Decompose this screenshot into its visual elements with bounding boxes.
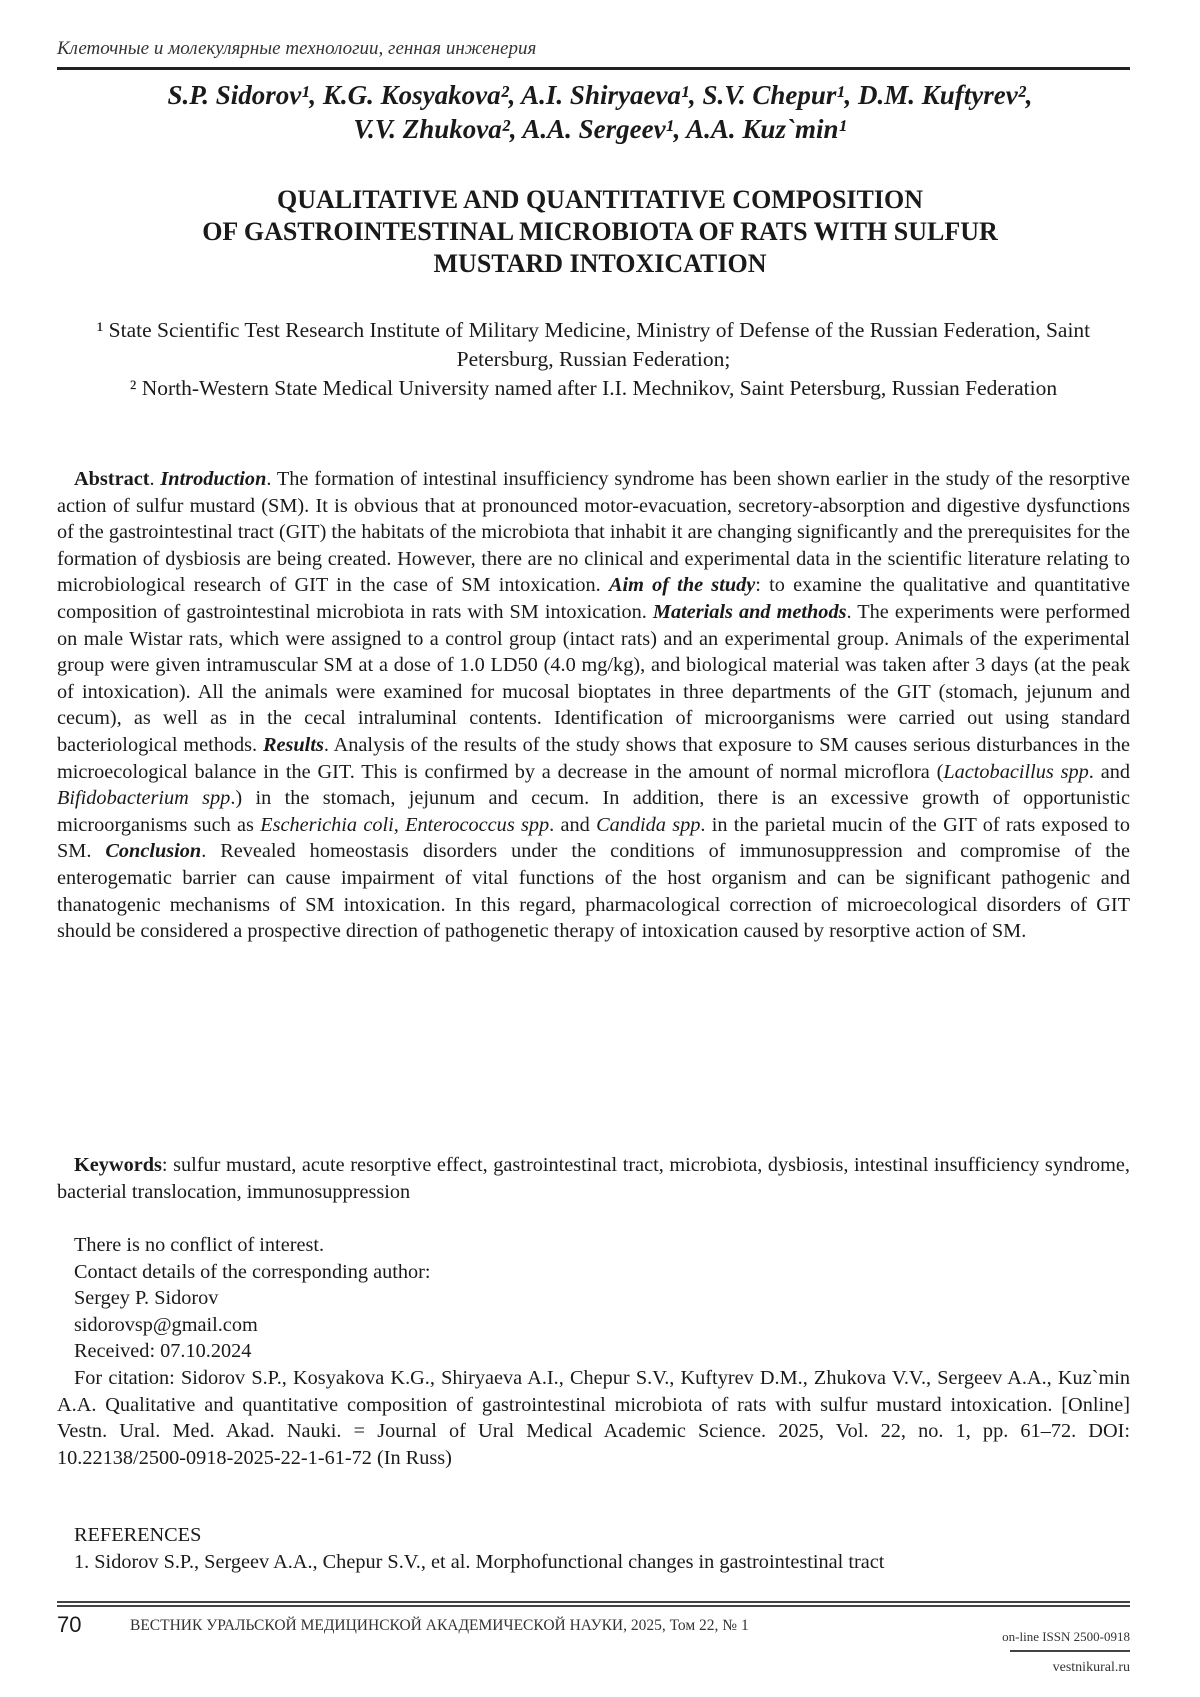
author-line: S.P. Sidorov¹, K.G. Kosyakova², A.I. Shiryaeva¹, S.V. Chepur¹, D.M. Kuftyrev², xyxy=(40,78,1160,112)
affiliation: ¹ State Scientific Test Research Institute of Military Medicine, Ministry of Defense of the Russian Federation, Saint Petersburg, Russian Federation; xyxy=(57,316,1130,374)
citation: For citation: Sidorov S.P., Kosyakova K.G., Shiryaeva A.I., Chepur S.V., Kuftyrev D.M., Zhukova V.V., Sergeev A.A., Kuz`min A.A. Qualitative and quantitative composition of gastrointestinal microbiota of rats with sulfur mustard intoxication. [Online] Vestn. Ural. Med. Akad. Nauki. = Journal of Ural Medical Academic Science. 2025, Vol. 22, no. 1, pp. 61–72. DOI: 10.22138/2500-0918-2025-22-1-61-72 (In Russ) xyxy=(57,1365,1130,1471)
abstract-text: . xyxy=(149,468,160,490)
website[interactable]: vestnikural.ru xyxy=(1053,1660,1130,1676)
affiliation: ² North-Western State Medical University named after I.I. Mechnikov, Saint Petersburg, Russian Federation xyxy=(57,374,1130,403)
title-line: QUALITATIVE AND QUANTITATIVE COMPOSITION xyxy=(60,184,1140,216)
header-divider xyxy=(57,67,1130,70)
received-date: Received: 07.10.2024 xyxy=(57,1338,1130,1365)
references-heading: REFERENCES xyxy=(57,1522,1130,1549)
abstract-text: .) in the stomach, jejunum and cecum. In addition, there is an excessive growth of opportunistic microorganisms such as xyxy=(57,787,1130,836)
contact-label: Contact details of the corresponding author: xyxy=(57,1259,1130,1286)
keywords-text: : sulfur mustard, acute resorptive effect, gastrointestinal tract, microbiota, dysbiosis, intestinal insufficiency syndrome, bacterial translocation, immunosuppression xyxy=(57,1154,1130,1203)
conflict-statement: There is no conflict of interest. xyxy=(57,1232,1130,1259)
abstract-heading: Introduction xyxy=(160,468,266,490)
abstract-text: . The experiments were performed on male Wistar rats, which were assigned to a control group (intact rats) and an experimental group. Animals of the experimental group were given intramuscular SM at a dose of 1.0 LD50 (4.0 mg/kg), and biological material was taken after 3 days (at the peak of intoxication). All the animals were examined for mucosal bioptates in three departments of the GIT (stomach, jejunum and cecum), as well as in the cecal intraluminal contents. Identification of microorganisms were carried out using standard bacteriological methods. xyxy=(57,601,1130,756)
title-line: MUSTARD INTOXICATION xyxy=(60,248,1140,280)
journal-name: ВЕСТНИК УРАЛЬСКОЙ МЕДИЦИНСКОЙ АКАДЕМИЧЕСКОЙ НАУКИ, 2025, Том 22, № 1 xyxy=(130,1617,749,1635)
contact-info xyxy=(57,1232,1130,1471)
abstract-heading: Results xyxy=(263,734,324,756)
author-list xyxy=(40,78,1160,146)
abstract-text: . The formation of intestinal insufficiency syndrome has been shown earlier in the study of the resorptive action of sulfur mustard (SM). It is obvious that at pronounced motor-evacuation, secretory-absorption and digestive dysfunctions of the gastrointestinal tract (GIT) the habitats of the microbiota that inhabit it are changing significantly and the prerequisites for the formation of dysbiosis are being created. However, there are no clinical and experimental data in the scientific literature relating to microbiological research of GIT in the case of SM intoxication. xyxy=(57,468,1130,596)
abstract-heading: Aim of the study xyxy=(609,574,755,596)
references xyxy=(57,1522,1130,1575)
keywords xyxy=(57,1152,1130,1205)
abstract-heading: Materials and methods xyxy=(653,601,847,623)
author-line: V.V. Zhukova², A.A. Sergeev¹, A.A. Kuz`min¹ xyxy=(40,112,1160,146)
affiliations xyxy=(57,316,1130,403)
taxon-name: Escherichia coli, Enterococcus spp xyxy=(260,814,549,836)
abstract-text: . Analysis of the results of the study shows that exposure to SM causes serious disturbances in the microecological balance in the GIT. This is confirmed by a decrease in the amount of normal microflora ( xyxy=(57,734,1130,783)
author-name: Sergey P. Sidorov xyxy=(57,1285,1130,1312)
abstract-heading: Abstract xyxy=(74,468,149,490)
taxon-name: Lactobacillus spp xyxy=(943,761,1088,783)
issn-divider xyxy=(1010,1650,1130,1652)
taxon-name: Bifidobacterium spp xyxy=(57,787,230,809)
footer-divider xyxy=(57,1601,1130,1607)
page-number: 70 xyxy=(57,1612,81,1638)
keywords-label: Keywords xyxy=(74,1154,162,1176)
article-title xyxy=(60,184,1140,280)
abstract xyxy=(57,466,1130,945)
title-line: OF GASTROINTESTINAL MICROBIOTA OF RATS WITH SULFUR xyxy=(60,216,1140,248)
issn: on-line ISSN 2500-0918 xyxy=(1002,1629,1130,1645)
abstract-text: . Revealed homeostasis disorders under the conditions of immunosuppression and compromise of the enterogematic barrier can cause impairment of vital functions of the host organism and can be significant pathogenic and thanatogenic mechanisms of SM intoxication. In this regard, pharmacological correction of microecological disorders of GIT should be considered a prospective direction of pathogenetic therapy of intoxication caused by resorptive action of SM. xyxy=(57,840,1130,942)
running-header: Клеточные и молекулярные технологии, генная инженерия xyxy=(57,38,536,60)
reference-item: 1. Sidorov S.P., Sergeev A.A., Chepur S.V., et al. Morphofunctional changes in gastrointestinal tract xyxy=(57,1549,1130,1576)
abstract-text: . and xyxy=(549,814,596,836)
abstract-text: : to examine the qualitative and quantitative composition of gastrointestinal microbiota in rats with SM intoxication. xyxy=(57,574,1130,623)
author-email[interactable]: sidorovsp@gmail.com xyxy=(57,1312,1130,1339)
abstract-text: . and xyxy=(1089,761,1130,783)
abstract-text: . in the parietal mucin of the GIT of rats exposed to SM. xyxy=(57,814,1130,863)
taxon-name: Candida spp xyxy=(596,814,700,836)
abstract-heading: Conclusion xyxy=(105,840,201,862)
